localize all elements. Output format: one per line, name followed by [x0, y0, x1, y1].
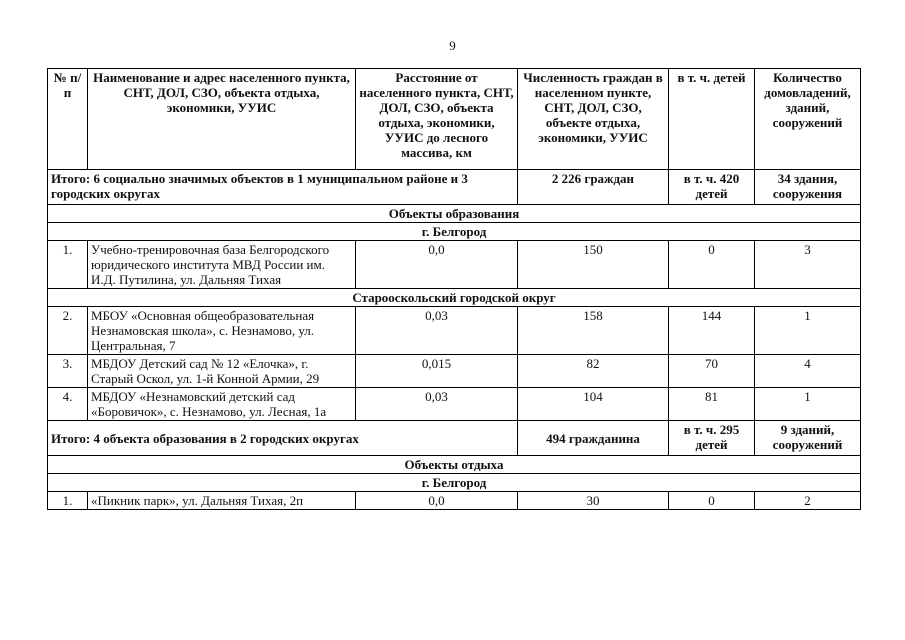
header-children: в т. ч. детей	[669, 69, 755, 170]
section-row	[48, 205, 861, 223]
total-education-buildings: 9 зданий, сооружений	[755, 421, 861, 456]
row-distance: 0,03	[356, 388, 518, 421]
table-row	[48, 355, 861, 388]
total-all-children: в т. ч. 420 детей	[669, 170, 755, 205]
header-population: Численность граждан в населенном пункте, СНТ, ДОЛ, СЗО, объекте отдыха, экономики, УУИС	[518, 69, 669, 170]
row-buildings: 4	[755, 355, 861, 388]
section-row	[48, 223, 861, 241]
row-children: 0	[669, 492, 755, 510]
total-education-population: 494 гражданина	[518, 421, 669, 456]
table-row	[48, 492, 861, 510]
section-recreation: Объекты отдыха	[48, 456, 861, 474]
row-name: Учебно-тренировочная база Белгородского юридического института МВД России им. И.Д. Путилина, ул. Дальняя Тихая	[88, 241, 356, 289]
page-number: 9	[449, 38, 456, 53]
header-name: Наименование и адрес населенного пункта, СНТ, ДОЛ, СЗО, объекта отдыха, экономики, УУИС	[88, 69, 356, 170]
row-population: 82	[518, 355, 669, 388]
table-row	[48, 241, 861, 289]
objects-table	[47, 68, 861, 510]
row-distance: 0,0	[356, 241, 518, 289]
row-population: 150	[518, 241, 669, 289]
table-row	[48, 307, 861, 355]
city-belgorod-1: г. Белгород	[48, 223, 861, 241]
row-distance: 0,03	[356, 307, 518, 355]
total-education-label: Итого: 4 объекта образования в 2 городских округах	[48, 421, 518, 456]
header-buildings: Количество домовладений, зданий, сооружений	[755, 69, 861, 170]
row-num: 2.	[48, 307, 88, 355]
total-all-label: Итого: 6 социально значимых объектов в 1 муниципальном районе и 3 городских округах	[48, 170, 518, 205]
row-name: «Пикник парк», ул. Дальняя Тихая, 2п	[88, 492, 356, 510]
section-row	[48, 456, 861, 474]
total-education-children: в т. ч. 295 детей	[669, 421, 755, 456]
row-children: 70	[669, 355, 755, 388]
city-belgorod-2: г. Белгород	[48, 474, 861, 492]
total-all-population: 2 226 граждан	[518, 170, 669, 205]
row-children: 144	[669, 307, 755, 355]
section-education: Объекты образования	[48, 205, 861, 223]
row-name: МБДОУ «Незнамовский детский сад «Боровичок», с. Незнамово, ул. Лесная, 1а	[88, 388, 356, 421]
row-population: 104	[518, 388, 669, 421]
total-all-row	[48, 170, 861, 205]
row-num: 1.	[48, 492, 88, 510]
row-children: 0	[669, 241, 755, 289]
header-row	[48, 69, 861, 170]
section-row	[48, 474, 861, 492]
row-name: МБОУ «Основная общеобразовательная Незнамовская школа», с. Незнамово, ул. Центральная, 7	[88, 307, 356, 355]
total-education-row	[48, 421, 861, 456]
row-children: 81	[669, 388, 755, 421]
row-num: 1.	[48, 241, 88, 289]
section-row	[48, 289, 861, 307]
row-distance: 0,0	[356, 492, 518, 510]
total-all-buildings: 34 здания, сооружения	[755, 170, 861, 205]
header-num: № п/п	[48, 69, 88, 170]
row-distance: 0,015	[356, 355, 518, 388]
row-num: 3.	[48, 355, 88, 388]
row-name: МБДОУ Детский сад № 12 «Елочка», г. Старый Оскол, ул. 1-й Конной Армии, 29	[88, 355, 356, 388]
district-stary-oskol: Старооскольский городской округ	[48, 289, 861, 307]
row-population: 30	[518, 492, 669, 510]
table-row	[48, 388, 861, 421]
row-population: 158	[518, 307, 669, 355]
header-distance: Расстояние от населенного пункта, СНТ, ДОЛ, СЗО, объекта отдыха, экономики, УУИС до лесного массива, км	[356, 69, 518, 170]
row-buildings: 3	[755, 241, 861, 289]
row-buildings: 2	[755, 492, 861, 510]
row-buildings: 1	[755, 388, 861, 421]
row-num: 4.	[48, 388, 88, 421]
row-buildings: 1	[755, 307, 861, 355]
